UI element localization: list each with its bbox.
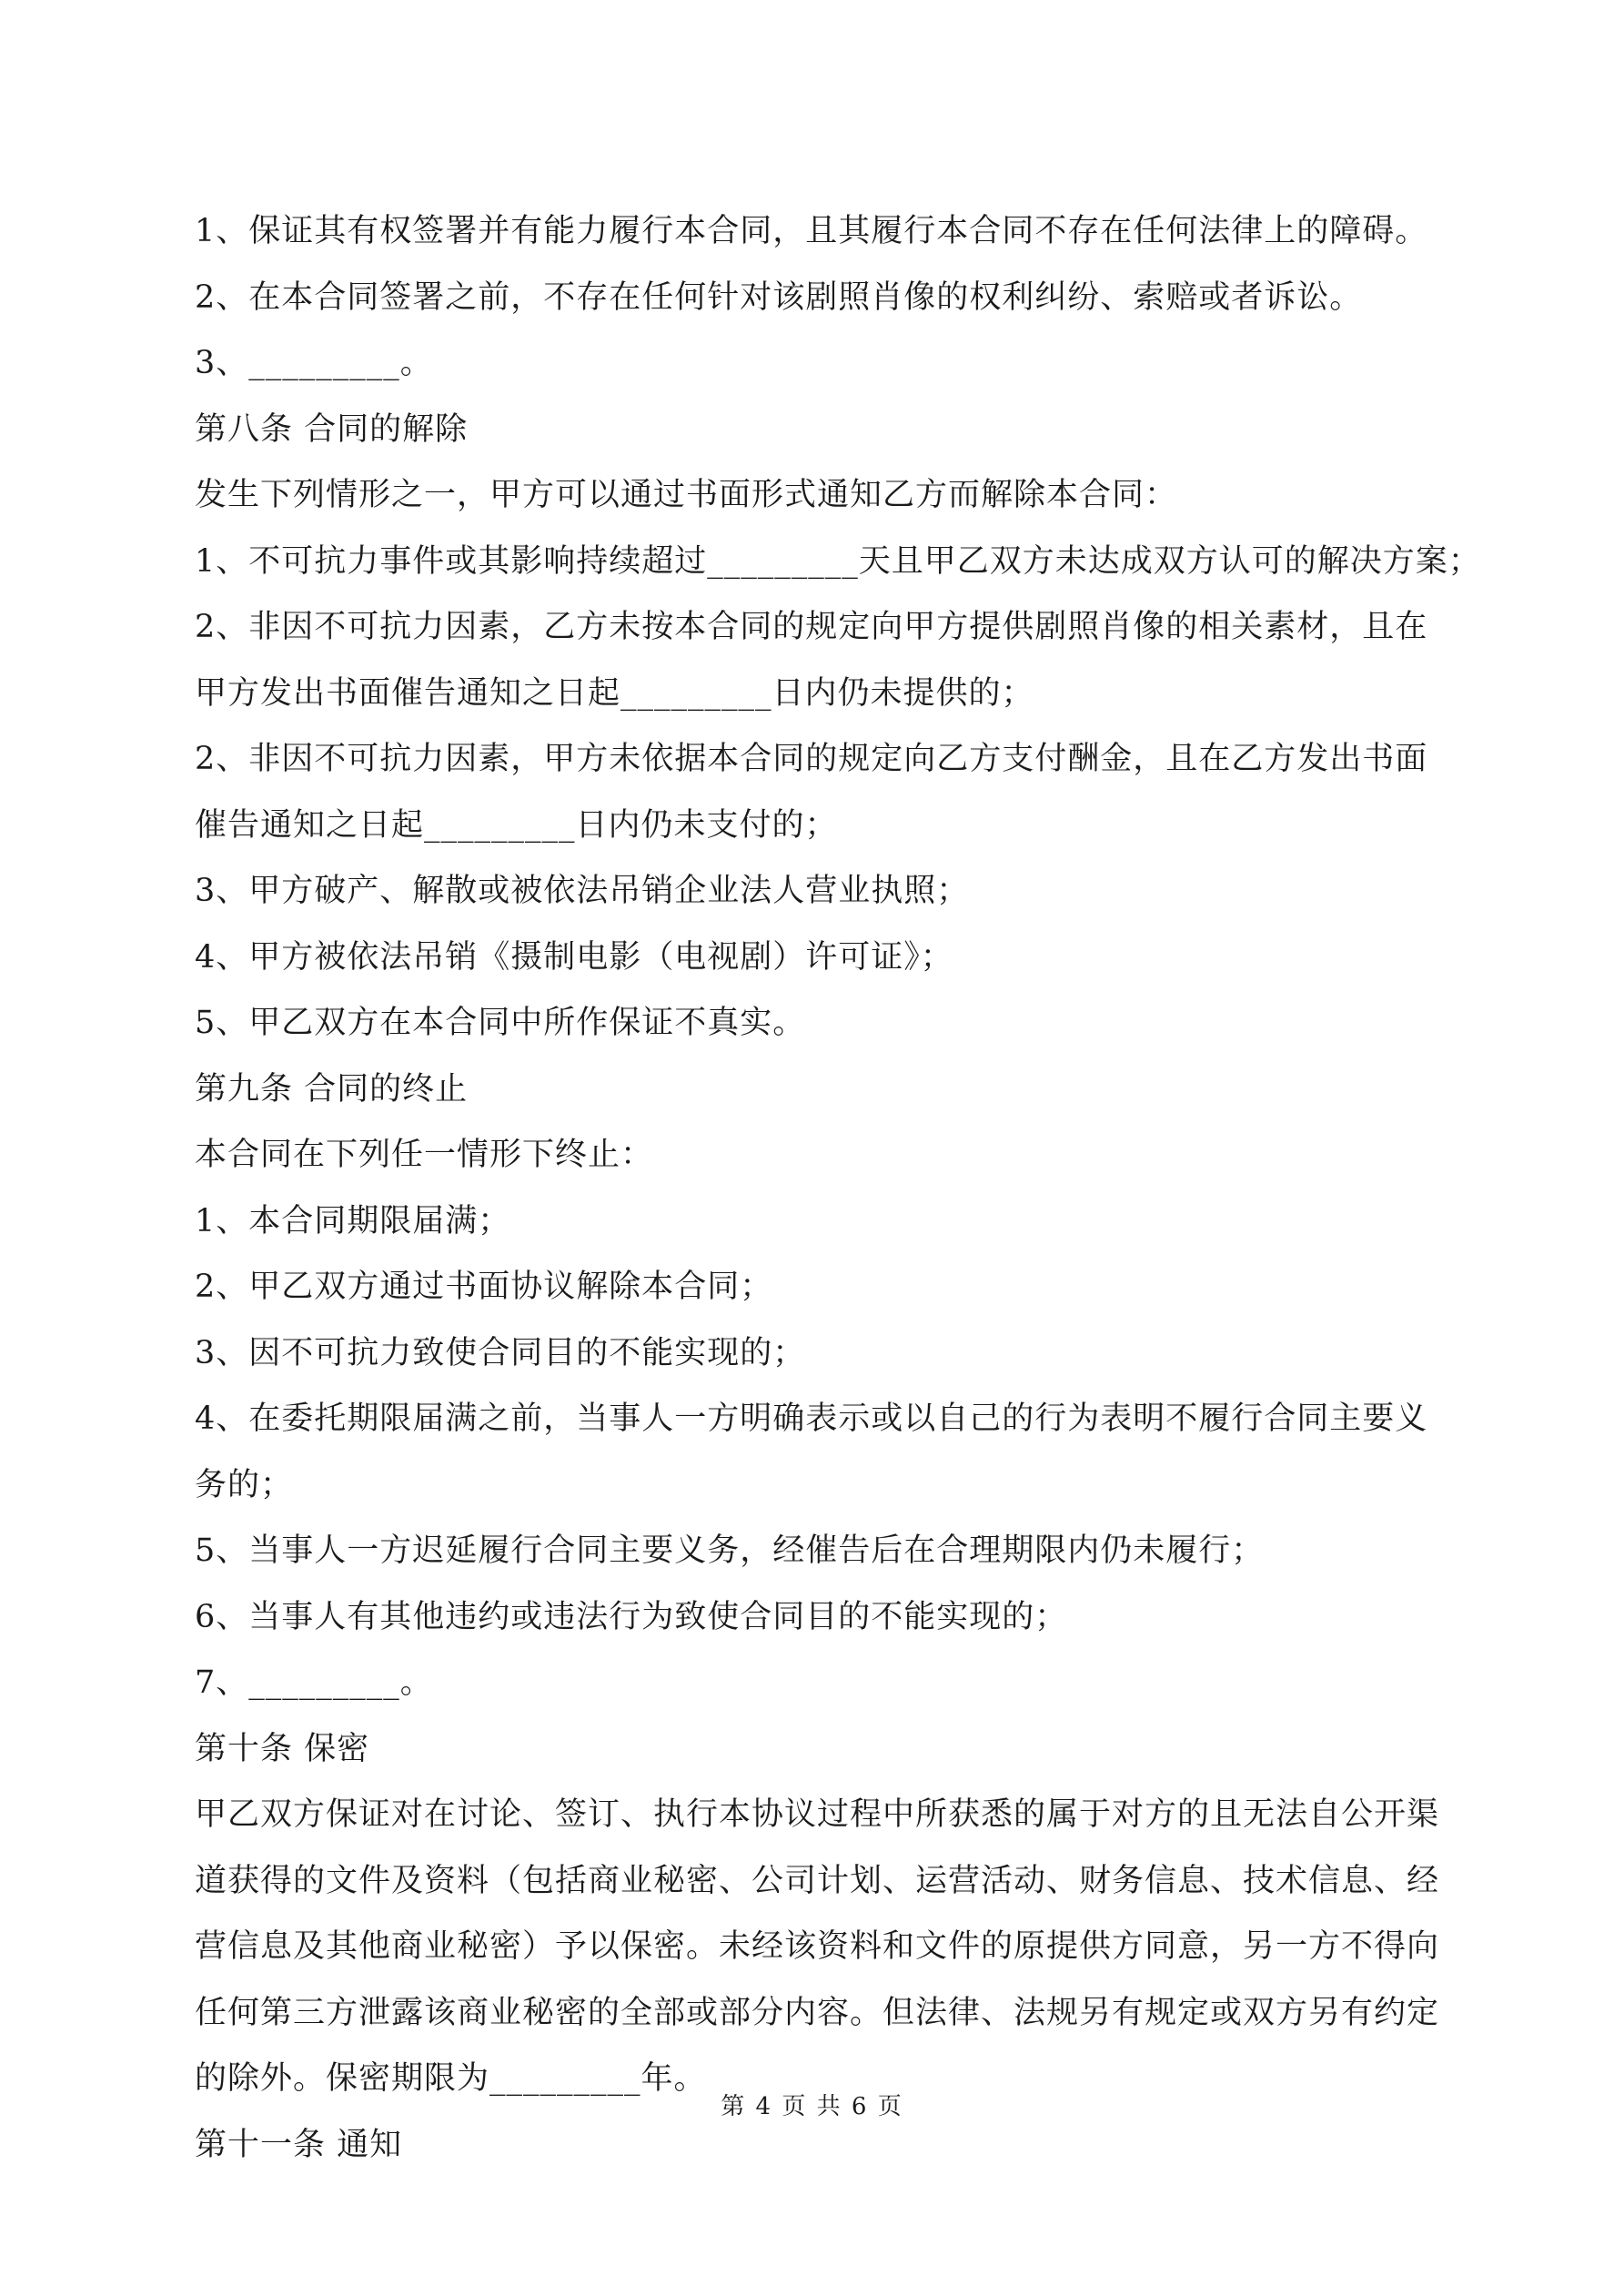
text-line: 4、甲方被依法吊销《摄制电影（电视剧）许可证》；: [195, 938, 953, 976]
text-line: 的除外。保密期限为_________年。: [195, 2060, 707, 2097]
text-line: 3、甲方破产、解散或被依法吊销企业法人营业执照；: [195, 873, 970, 909]
text-line: 务的；: [195, 1466, 294, 1503]
text-line: 1、本合同期限届满；: [195, 1202, 511, 1239]
text-line: 任何第三方泄露该商业秘密的全部或部分内容。但法律、法规另有规定或双方另有约定: [195, 1994, 1440, 2031]
section-heading-article-11: 第十一条 通知: [195, 2126, 403, 2163]
text-line: 3、因不可抗力致使合同目的不能实现的；: [195, 1334, 806, 1371]
section-heading-article-9: 第九条 合同的终止: [195, 1070, 469, 1108]
text-line: 3、_________。: [195, 345, 433, 381]
text-line: 5、甲乙双方在本合同中所作保证不真实。: [195, 1005, 806, 1041]
text-line: 甲乙双方保证对在讨论、签订、执行本协议过程中所获悉的属于对方的且无法自公开渠: [195, 1796, 1440, 1833]
text-line: 本合同在下列任一情形下终止：: [195, 1137, 654, 1173]
page-number-footer: 第 4 页 共 6 页: [721, 2093, 903, 2120]
section-heading-article-8: 第八条 合同的解除: [195, 410, 469, 448]
text-line: 2、非因不可抗力因素，乙方未按本合同的规定向甲方提供剧照肖像的相关素材，且在: [195, 609, 1428, 645]
text-line: 4、在委托期限届满之前，当事人一方明确表示或以自己的行为表明不履行合同主要义: [195, 1401, 1428, 1437]
section-heading-article-10: 第十条 保密: [195, 1730, 370, 1767]
text-line: 2、甲乙双方通过书面协议解除本合同；: [195, 1269, 773, 1305]
text-line: 2、非因不可抗力因素，甲方未依据本合同的规定向乙方支付酬金，且在乙方发出书面: [195, 741, 1428, 777]
text-line: 6、当事人有其他违约或违法行为致使合同目的不能实现的；: [195, 1598, 1068, 1635]
text-line: 催告通知之日起_________日内仍未支付的；: [195, 806, 838, 844]
text-line: 营信息及其他商业秘密）予以保密。未经该资料和文件的原提供方同意，另一方不得向: [195, 1928, 1440, 1965]
text-line: 7、_________。: [195, 1664, 433, 1701]
text-line: 1、不可抗力事件或其影响持续超过_________天且甲乙双方未达成双方认可的解决方案；: [195, 542, 1481, 580]
text-line: 1、保证其有权签署并有能力履行本合同，且其履行本合同不存在任何法律上的障碍。: [195, 213, 1428, 249]
text-line: 甲方发出书面催告通知之日起_________日内仍未提供的；: [195, 674, 1034, 712]
document-body: [195, 198, 1481, 2178]
text-line: 5、当事人一方迟延履行合同主要义务，经催告后在合理期限内仍未履行；: [195, 1532, 1265, 1569]
text-line: 发生下列情形之一，甲方可以通过书面形式通知乙方而解除本合同：: [195, 477, 1178, 513]
text-line: 道获得的文件及资料（包括商业秘密、公司计划、运营活动、财务信息、技术信息、经: [195, 1862, 1440, 1899]
text-line: 2、在本合同签署之前，不存在任何针对该剧照肖像的权利纠纷、索赔或者诉讼。: [195, 278, 1363, 316]
